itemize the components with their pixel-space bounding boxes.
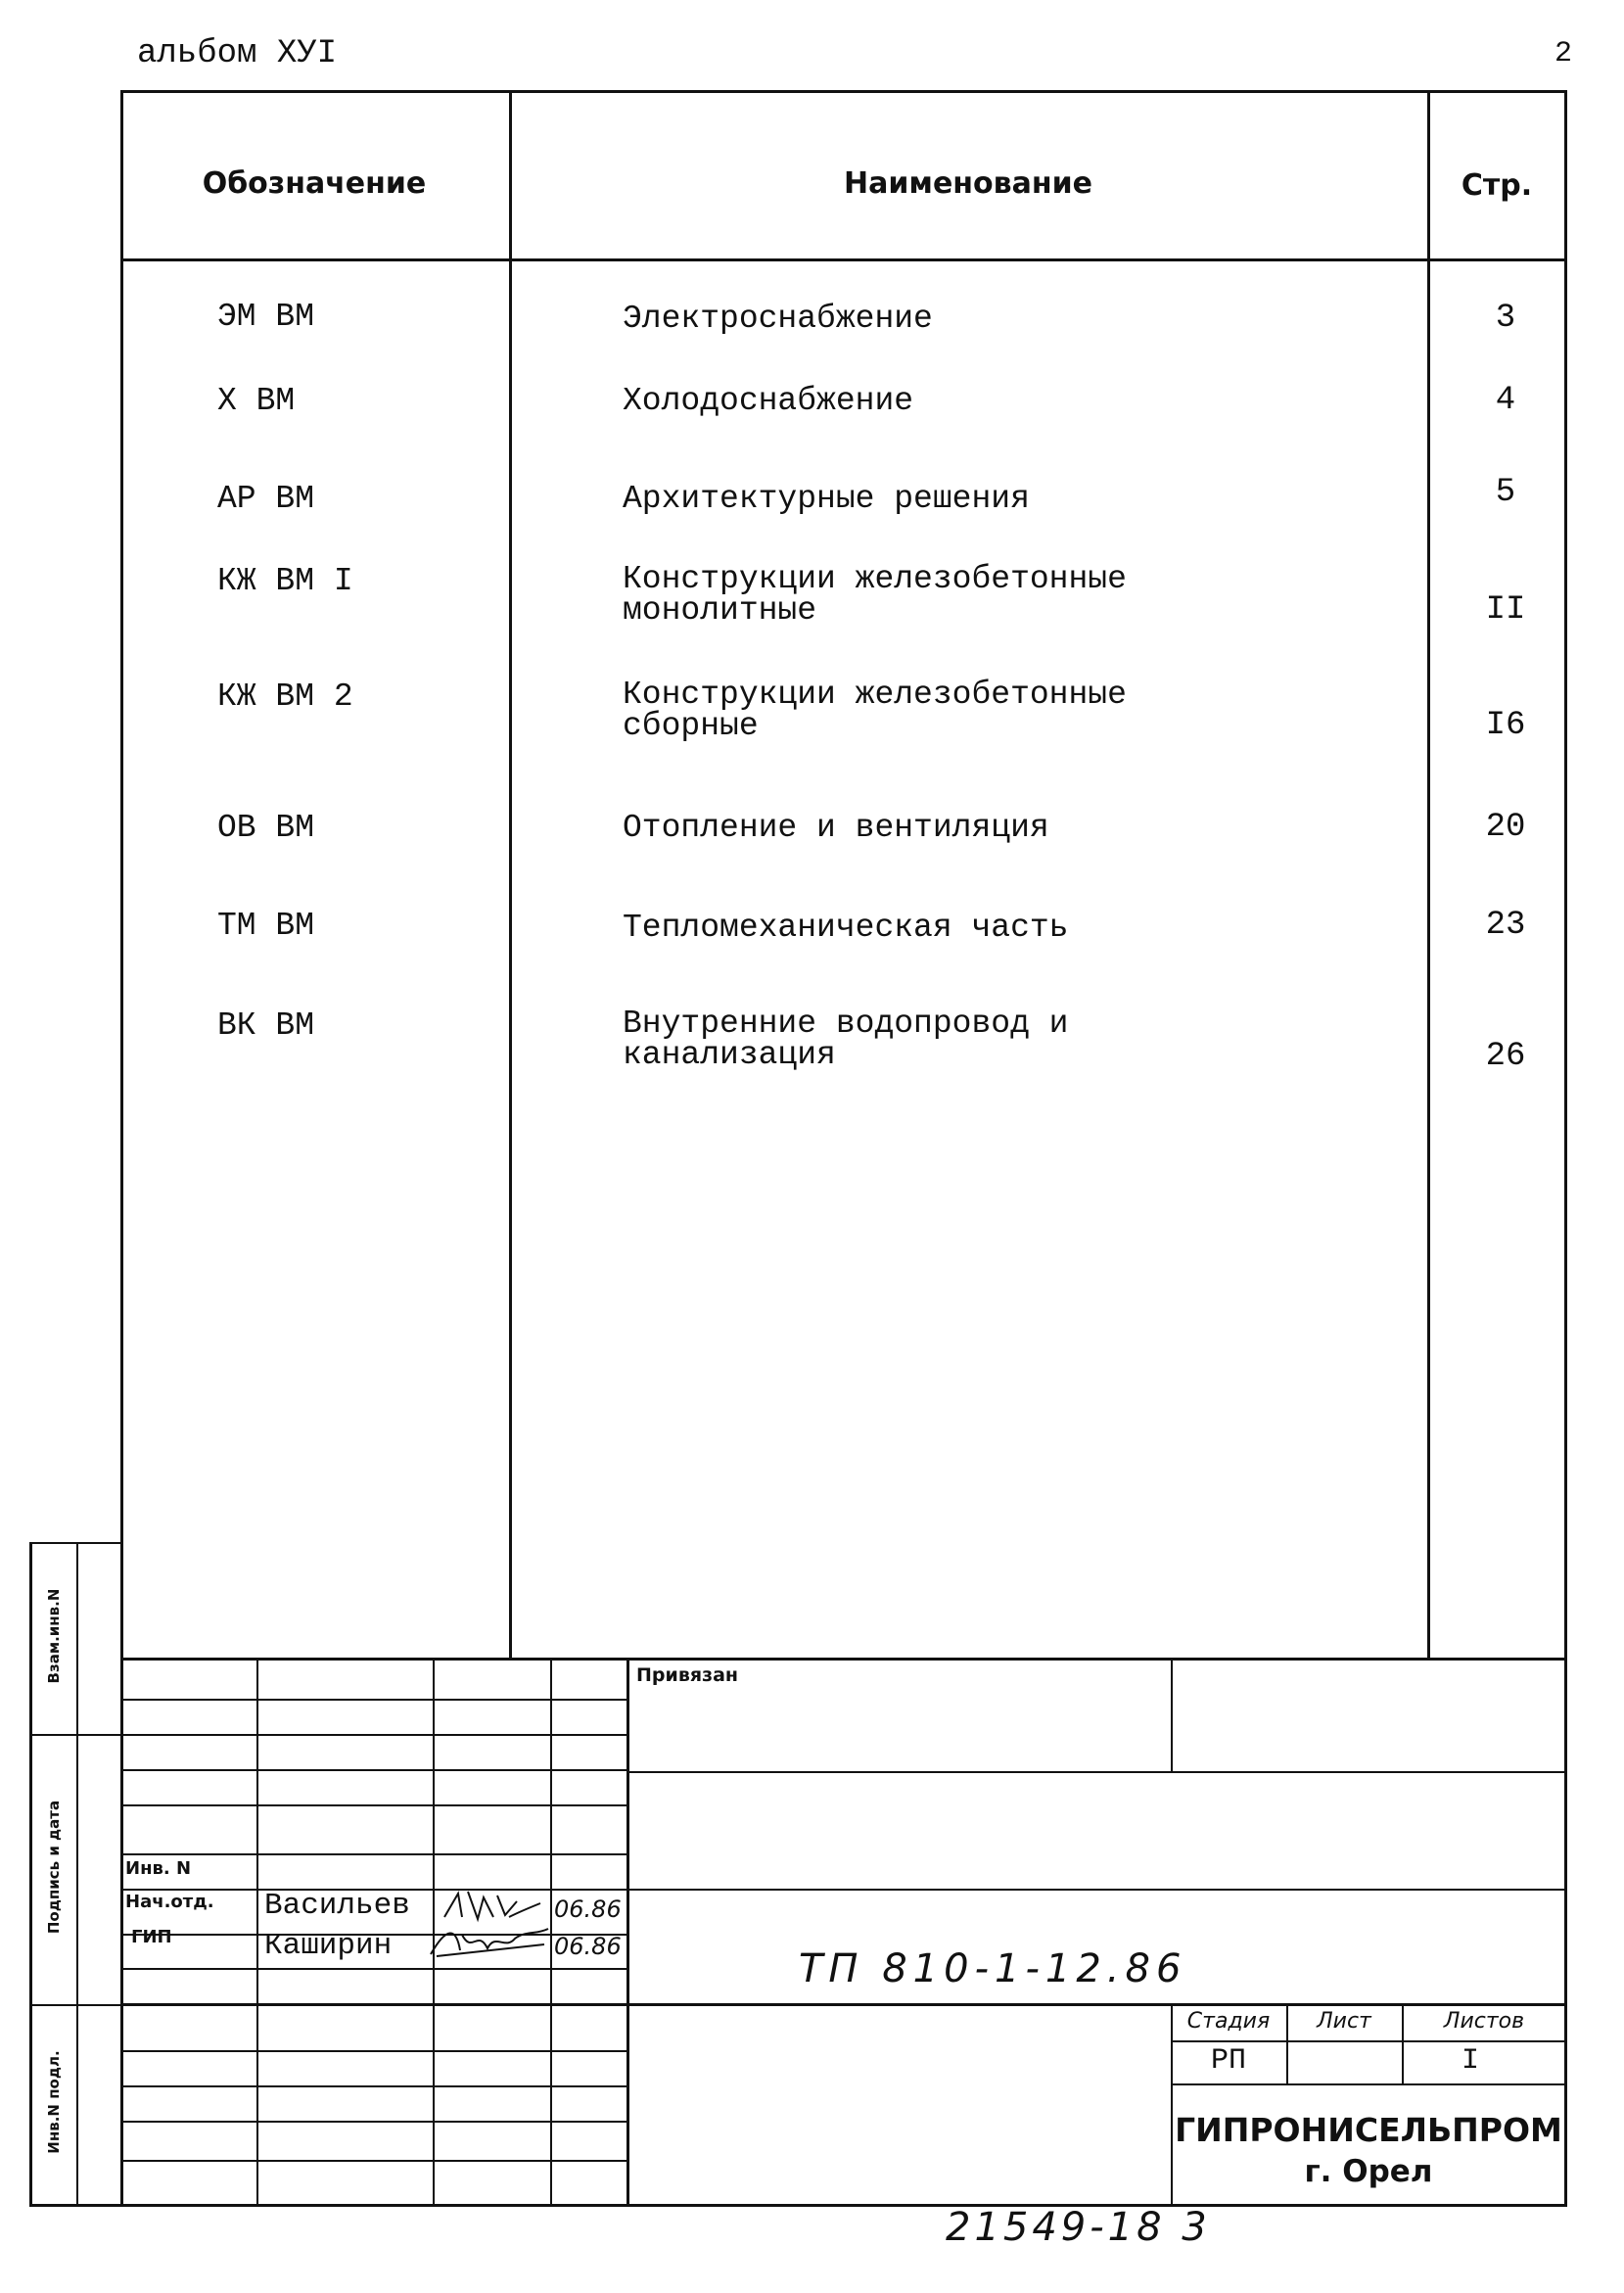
tb-col-4 — [626, 1658, 629, 2207]
row-name: Конструкции железобетонные монолитные — [623, 561, 1127, 629]
gip-signature — [427, 1921, 554, 1964]
tb-mid-line — [120, 2003, 1567, 2006]
inv-label: Инв. N — [125, 1858, 192, 1879]
sheets-label: Листов — [1443, 2009, 1525, 2034]
head-dept-name: Васильев — [264, 1889, 410, 1923]
sheet-label: Лист — [1317, 2009, 1371, 2034]
header-divider — [120, 258, 1567, 261]
gip-name: Каширин — [264, 1929, 393, 1963]
frame-bottom — [29, 2204, 1567, 2207]
side-label-signature-date: Подпись и дата — [45, 1800, 63, 1935]
row-name: Внутренние водопровод и канализация — [623, 1006, 1069, 1073]
row-code: ОВ ВМ — [217, 810, 315, 846]
row-code: ВК ВМ — [217, 1007, 315, 1044]
stage-value: РП — [1210, 2044, 1246, 2078]
header-name: Наименование — [844, 166, 1092, 201]
side-strip-sep-2 — [29, 2004, 122, 2006]
organization-name: ГИПРОНИСЕЛЬПРОМ — [1175, 2111, 1562, 2149]
tb-right-row-2 — [626, 1889, 1566, 1891]
row-name: Электроснабжение — [623, 301, 933, 337]
organization-city: г. Орел — [1304, 2154, 1433, 2189]
col-divider-1 — [509, 90, 512, 1661]
row-code: Х ВМ — [217, 383, 296, 419]
side-strip-inner — [76, 1542, 78, 2207]
row-page: 23 — [1485, 907, 1526, 944]
head-dept-date: 06.86 — [554, 1895, 622, 1923]
gip-role: ГИП — [131, 1927, 172, 1947]
row-code: КЖ ВМ 2 — [217, 679, 353, 715]
page-number: 2 — [1554, 37, 1573, 70]
stage-label: Стадия — [1186, 2009, 1271, 2034]
side-strip-outer — [29, 1542, 32, 2207]
row-page: 20 — [1485, 809, 1526, 846]
document-code: ТП 810-1-12.86 — [799, 1946, 1187, 1991]
row-code: ЭМ ВМ — [217, 299, 315, 335]
sheets-value: I — [1461, 2044, 1479, 2078]
row-name: Архитектурные решения — [623, 481, 1030, 517]
row-page: II — [1485, 591, 1526, 629]
row-name: Тепломеханическая часть — [623, 910, 1069, 946]
tb-col-1 — [256, 1658, 258, 2207]
row-code: АР ВМ — [217, 481, 315, 517]
row-page: I6 — [1485, 707, 1526, 744]
tb-stage-row-2 — [1171, 2083, 1566, 2085]
row-page: 3 — [1495, 300, 1516, 337]
row-page: 26 — [1485, 1038, 1526, 1075]
footer-number: 21549-18 3 — [946, 2205, 1211, 2250]
album-label: альбом XУI — [137, 35, 338, 72]
tb-stage-row-1 — [1171, 2040, 1566, 2042]
signature-icon — [427, 1921, 554, 1960]
side-strip-sep-1 — [29, 1734, 122, 1736]
tb-right-row-1 — [626, 1771, 1566, 1773]
row-code: КЖ ВМ I — [217, 563, 353, 599]
row-name: Конструкции железобетонные сборные — [623, 677, 1127, 744]
row-name: Отопление и вентиляция — [623, 810, 1049, 846]
row-page: 4 — [1495, 382, 1516, 419]
row-page: 5 — [1495, 474, 1516, 511]
row-code: ТМ ВМ — [217, 908, 315, 944]
gip-date: 06.86 — [554, 1933, 622, 1960]
header-designation: Обозначение — [202, 166, 427, 201]
header-page: Стр. — [1461, 168, 1533, 203]
tb-top-line — [120, 1658, 1567, 1661]
tb-right-col-bound — [1171, 1658, 1173, 1773]
col-divider-2 — [1427, 90, 1430, 1661]
bound-label: Привязан — [636, 1664, 739, 1686]
head-dept-role: Нач.отд. — [125, 1892, 214, 1912]
side-label-inv-original: Инв.N подл. — [45, 2050, 63, 2154]
side-label-replace-inv: Взам.инв.N — [45, 1588, 63, 1684]
row-name: Холодоснабжение — [623, 383, 914, 419]
frame-top — [120, 90, 1567, 93]
